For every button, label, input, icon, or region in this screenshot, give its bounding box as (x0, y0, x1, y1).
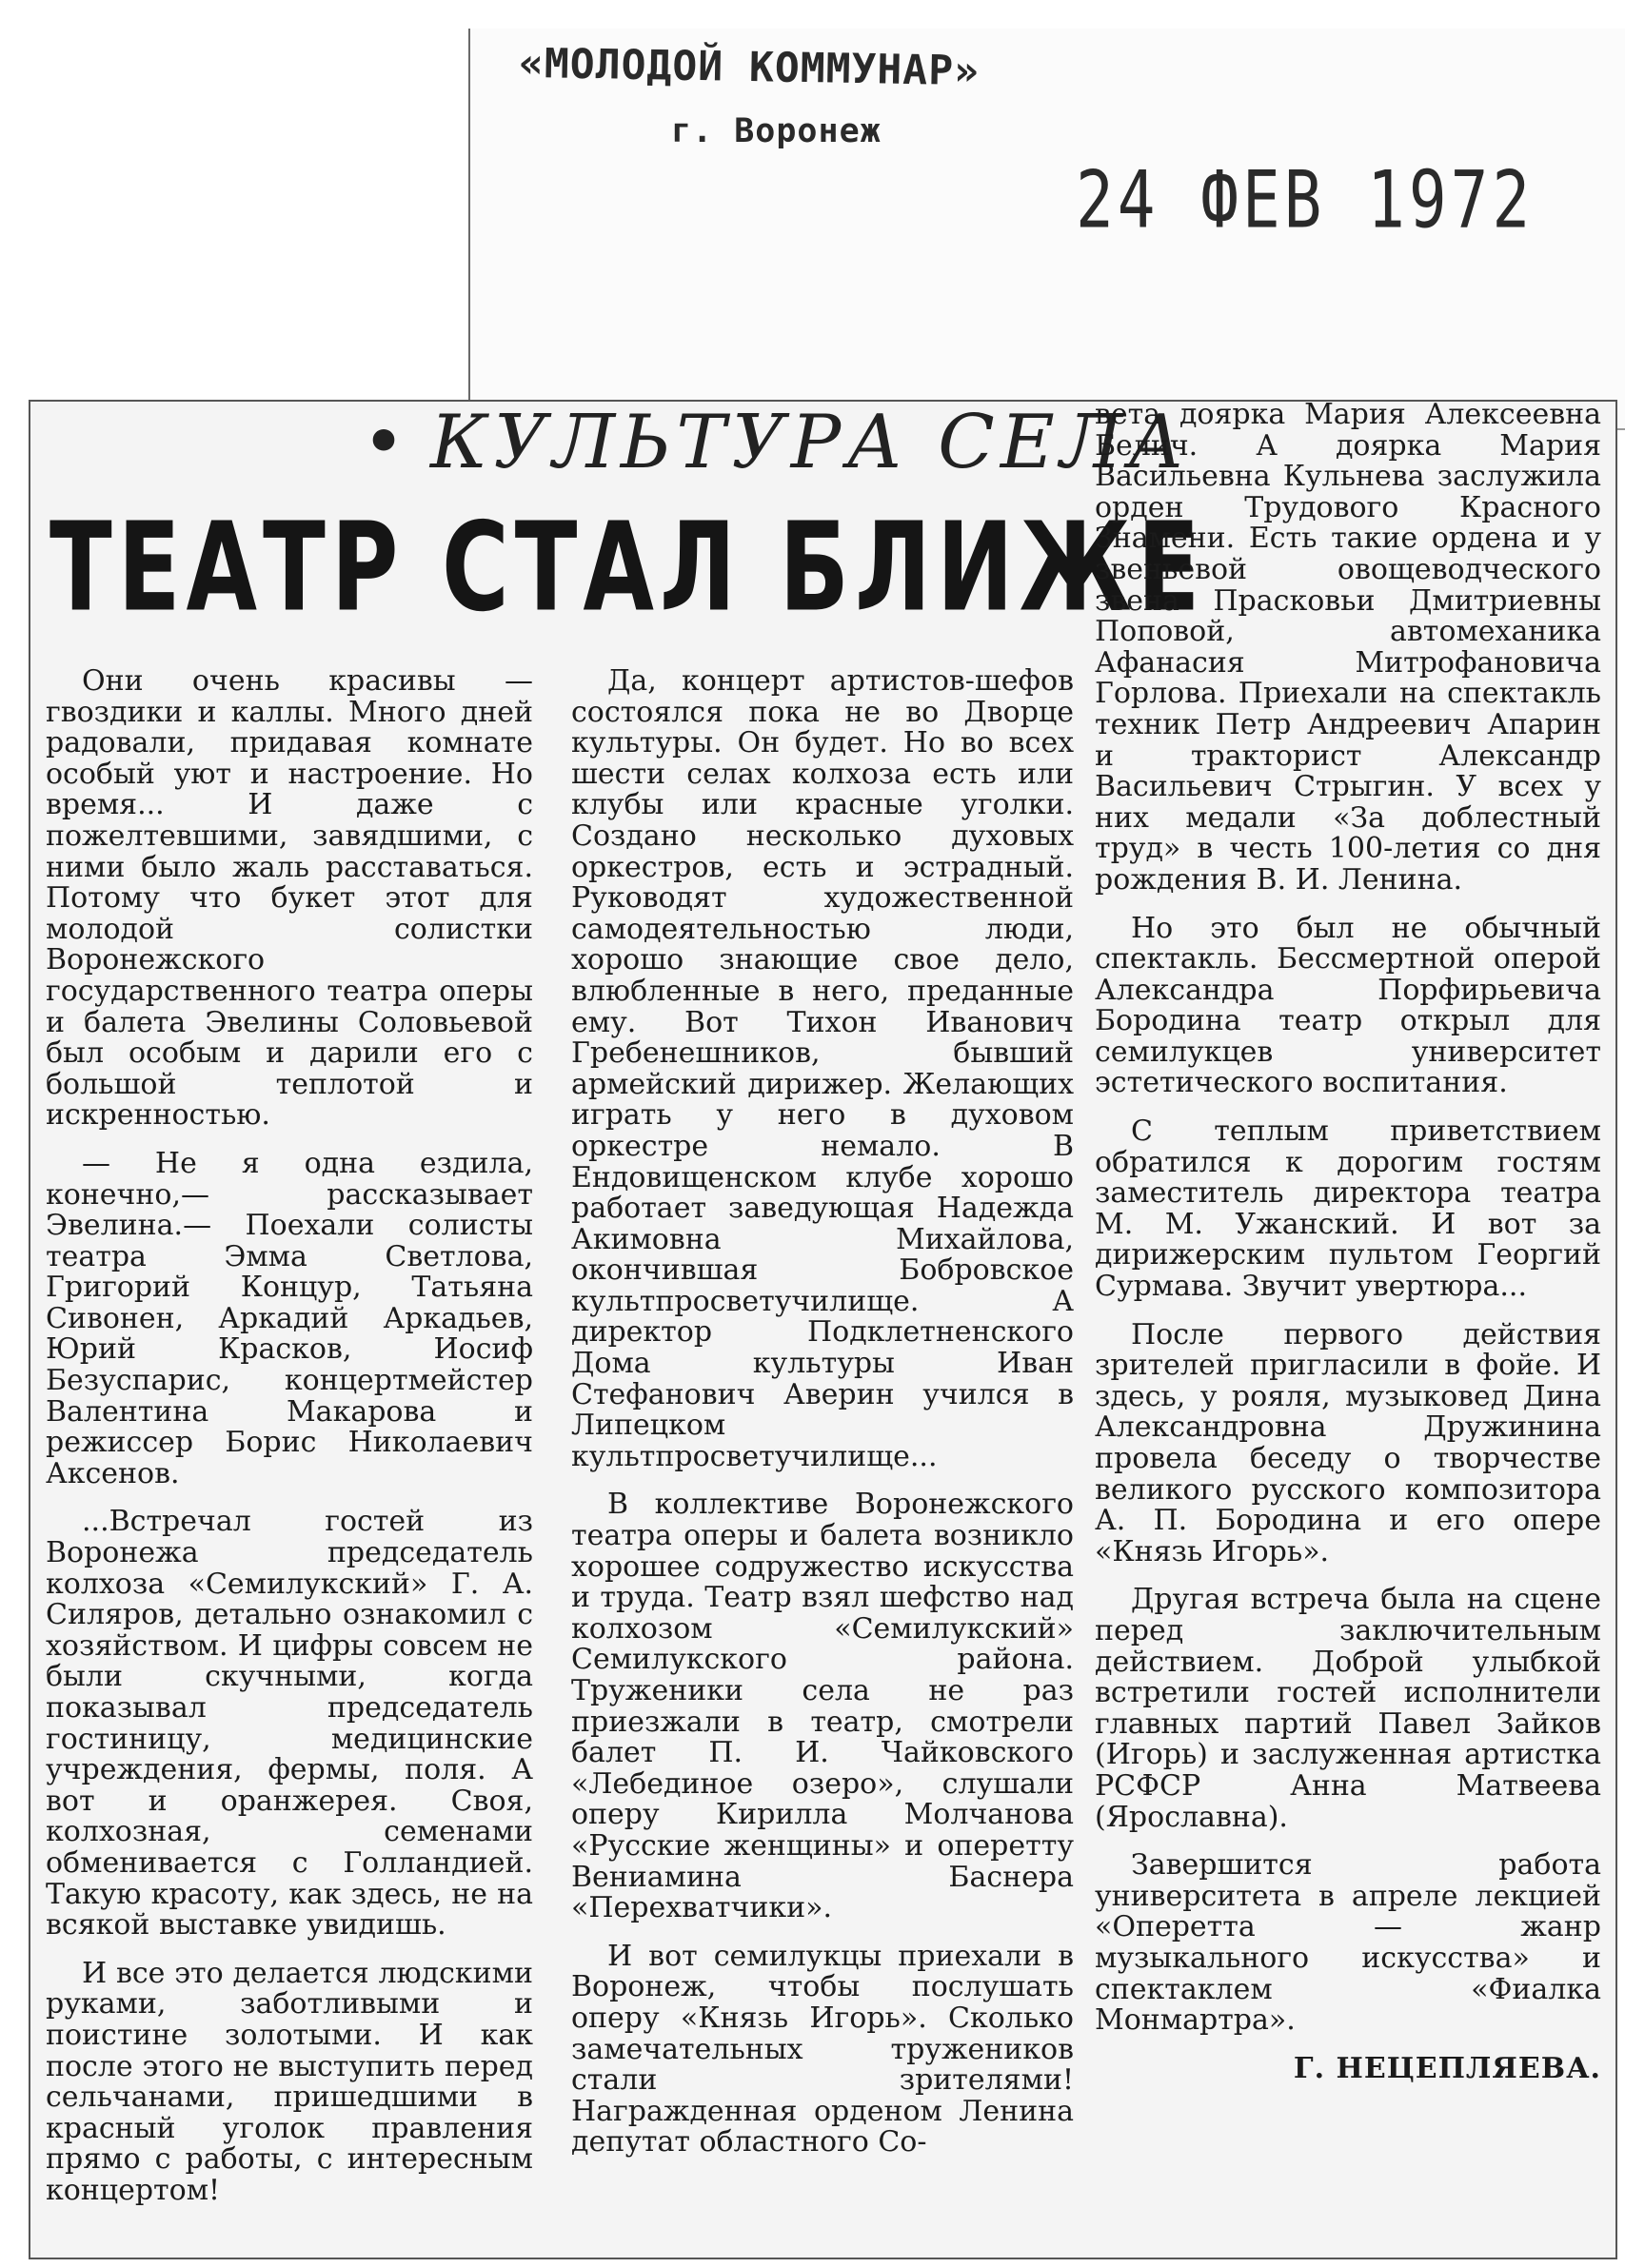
article-paragraph: Другая встреча была на сцене перед заключительным действием. Доброй улыбкой встретили гостей исполнители главных партий Павел Зайков (Игорь) и заслуженная артистка РСФСР Анна Матвеева (Ярославна). (1095, 1583, 1601, 1834)
article-column-2 (571, 666, 1074, 2176)
rubric-text: КУЛЬТУРА СЕЛА (430, 400, 1190, 485)
article-paragraph: С теплым приветствием обратился к дорогим гостям заместитель директора театра М. М. Ужанский. И вот за дирижерским пультом Георгий Сурмава. Звучит увертюра... (1095, 1114, 1601, 1304)
article-paragraph: Да, концерт артистов-шефов состоялся пока не во Дворце культуры. Он будет. Но во всех шести селах колхоза есть или клубы или красные уголки. Создано несколько духовых оркестров, есть и эстрадный. Руководят художественной самодеятельностью люди, хорошо знающие свое дело, влюбленные в него, преданные ему. Вот Тихон Иванович Гребенешников, бывший армейский дирижер. Желающих играть у него в духовом оркестре немало. В Ендовищенском клубе хорошо работает заведующая Надежда Акимовна Михайлова, окончившая Бобровское культпросветучилище. А директор Подклетненского Дома культуры Иван Стефанович Аверин учился в Липецком культпросветучилище... (571, 664, 1074, 1473)
article-paragraph: В коллективе Воронежского театра оперы и балета возникло хорошее содружество искусства и труда. Театр взял шефство над колхозом «Семилукский» Семилукского района. Труженики села не раз приезжали в театр, смотрели балет П. И. Чайковского «Лебединое озеро», слушали оперу Кирилла Молчанова «Русские женщины» и оперетту Вениамина Баснера «Перехватчики». (571, 1488, 1074, 1925)
article-paragraph: После первого действия зрителей пригласили в фойе. И здесь, у рояля, музыковед Дина Александровна Дружинина провела беседу о творчестве великого русского композитора А. П. Бородина и его опере «Князь Игорь». (1095, 1317, 1601, 1568)
article-headline: ТЕАТР СТАЛ БЛИЖЕ (50, 497, 1206, 640)
article-rubric (362, 400, 1190, 485)
article-paragraph: Но это был не обычный спектакль. Бессмертной оперой Александра Порфирьевича Бородина театр открыл для семилукцев университет эстетического воспитания. (1095, 911, 1601, 1100)
article-column-1 (46, 666, 533, 2224)
date-stamp: 24 ФЕВ 1972 (1076, 154, 1535, 247)
article-paragraph: Они очень красивы — гвоздики и каллы. Много дней радовали, придавая комнате особый уют и настроение. Но время... И даже с пожелтевшими, завядшими, с ними было жаль расставаться. Потому что букет этот для молодой солистки Воронежского государственного театра оперы и балета Эвелины Соловьевой был особым и дарили его с большой теплотой и искренностью. (46, 664, 533, 1133)
article-paragraph: Завершится работа университета в апреле лекцией «Оперетта — жанр музыкального искусства» и спектаклем «Фиалка Монмартра». (1095, 1848, 1601, 2038)
article-paragraph: И вот семилукцы приехали в Воронеж, чтобы послушать оперу «Князь Игорь». Сколько замечательных тружеников стали зрителями! Награжденная орденом Ленина депутат областного Со- (571, 1939, 1074, 2160)
author-signature: Г. НЕЦЕПЛЯЕВА. (1293, 2051, 1601, 2085)
article-paragraph: — Не я одна ездила, конечно,— рассказывает Эвелина.— Поехали солисты театра Эмма Светлова, Григорий Концур, Татьяна Сивонен, Аркадий Аркадьев, Юрий Красков, Иосиф Безуспарис, концертмейстер Валентина Макарова и режиссер Борис Николаевич Аксенов. (46, 1146, 533, 1490)
article-paragraph: ...Встречал гостей из Воронежа председатель колхоза «Семилукский» Г. А. Силяров, детально ознакомил с хозяйством. И цифры совсем не были скучными, когда показывал председатель гостиницу, медицинские учреждения, фермы, поля. А вот и оранжерея. Своя, колхозная, семенами обменивается с Голландией. Такую красоту, как здесь, не на всякой выставке увидишь. (46, 1505, 533, 1943)
article-column-3 (1095, 400, 1601, 2101)
newspaper-city-stamp: г. Воронеж (671, 112, 882, 150)
article-paragraph: И все это делается людскими руками, заботливыми и поистине золотыми. И как после этого не выступить перед сельчанами, пришедшими в красный уголок правления прямо с работы, с интересным концертом! (46, 1956, 533, 2207)
newspaper-name-stamp: «МОЛОДОЙ КОММУНАР» (518, 39, 981, 96)
rubric-bullet: • (362, 400, 412, 485)
article-paragraph: вета доярка Мария Алексеевна Белич. А доярка Мария Васильевна Кульнева заслужила орден Трудового Красного Знамени. Есть такие ордена и у звеньевой овощеводческого звена Прасковьи Дмитриевны Поповой, автомеханика Афанасия Митрофановича Горлова. Приехали на спектакль техник Петр Андреевич Апарин и тракторист Александр Васильевич Стрыгин. У всех у них медали «За доблестный труд» в честь 100-летия со дня рождения В. И. Ленина. (1095, 398, 1601, 897)
